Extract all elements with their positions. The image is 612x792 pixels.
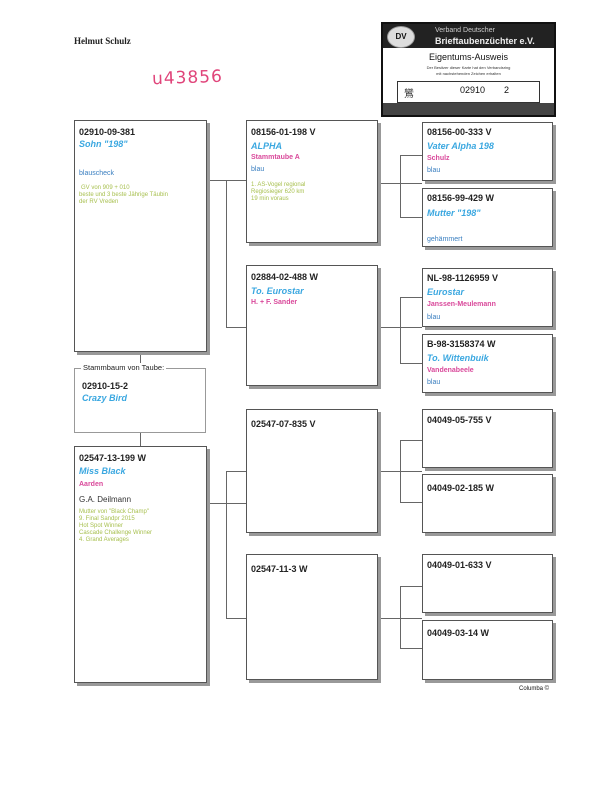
sire-perf-3: der RV Vreden <box>79 199 119 205</box>
handwritten-note: u43856 <box>151 66 224 90</box>
connector <box>400 363 422 364</box>
dd-ring: 02547-11-3 W <box>251 564 308 574</box>
connector <box>226 471 227 618</box>
connector <box>400 440 401 502</box>
footer-credit: Columba © <box>519 686 550 692</box>
connector <box>400 297 422 298</box>
dam-perf-2: 9. Final Sandpr 2015 <box>79 516 135 522</box>
org-line2: Brieftaubenzüchter e.V. <box>435 36 535 46</box>
sd-card <box>246 265 378 386</box>
dam-variety: Aarden <box>79 481 104 488</box>
sdd-ring: B-98-3158374 W <box>427 339 496 349</box>
sss-card <box>422 122 553 181</box>
connector <box>400 502 422 503</box>
org-line1: Verband Deutscher <box>435 27 495 34</box>
sire-perf-2: beste und 3 beste Jährige Täubin <box>79 192 168 198</box>
certificate-text-2: mit nachstehenden Zeichen erhalten <box>436 71 501 76</box>
sss-ring: 08156-00-333 V <box>427 127 492 137</box>
sdd-card <box>422 334 553 393</box>
subject-ring: 02910-15-2 <box>82 381 129 391</box>
sdd-color: blau <box>427 379 441 386</box>
connector <box>400 586 422 587</box>
sds-name: Eurostar <box>427 287 465 297</box>
sdd-name: To. Wittenbuik <box>427 353 489 363</box>
ss-perf-3: 19 min voraus <box>251 196 289 202</box>
subject-frame <box>74 368 206 433</box>
sire-ring: 02910-09-381 <box>79 127 136 137</box>
dds-ring: 04049-01-633 V <box>427 560 492 570</box>
ddd-ring: 04049-03-14 W <box>427 628 490 638</box>
dss-card <box>422 409 553 468</box>
ring-field <box>397 81 540 103</box>
certificate-text-1: Der Besitzer dieser Karte hat den Verbandsring <box>426 65 511 70</box>
ss-name: ALPHA <box>251 141 282 151</box>
sdd-breeder: Vandenabeele <box>427 367 474 374</box>
connector <box>400 217 422 218</box>
ds-ring: 02547-07-835 V <box>251 419 316 429</box>
ssd-ring: 08156-99-429 W <box>427 193 495 203</box>
subject-name: Crazy Bird <box>82 393 128 403</box>
connector <box>226 180 227 327</box>
connector <box>140 433 141 446</box>
sss-color: blau <box>427 167 441 174</box>
ss-ring: 08156-01-198 V <box>251 127 316 137</box>
sd-breeder: H. + F. Sander <box>251 299 298 306</box>
ss-perf-2: Regiosieger 620 km <box>251 189 305 195</box>
dam-perf-5: 4. Grand Averages <box>79 537 129 543</box>
sire-card <box>74 120 207 352</box>
dss-ring: 04049-05-755 V <box>427 415 492 425</box>
sd-name: To. Eurostar <box>251 286 304 296</box>
ssd-card <box>422 188 553 247</box>
sire-color: blauscheck <box>79 170 115 177</box>
dd-card <box>246 554 378 680</box>
dam-perf-3: Hot Spot Winner <box>79 523 124 529</box>
ring-year: 2 <box>504 85 510 95</box>
connector <box>400 586 401 648</box>
ddd-card <box>422 620 553 680</box>
ss-color: blau <box>251 166 265 173</box>
connector <box>400 440 422 441</box>
dam-name: Miss Black <box>79 466 126 476</box>
connector <box>226 471 246 472</box>
dam-perf-1: Mutter von "Black Champ" <box>79 509 149 515</box>
ownership-certificate <box>381 22 556 117</box>
ring-symbol: 鸞 <box>404 89 414 100</box>
ssd-name: Mutter "198" <box>427 208 481 218</box>
owner-name: Helmut Schulz <box>74 36 131 46</box>
dds-card <box>422 554 553 613</box>
association-logo: DV <box>387 26 415 48</box>
sss-breeder: Schulz <box>427 155 450 162</box>
connector <box>226 327 246 328</box>
sds-color: blau <box>427 314 441 321</box>
ss-perf-1: 1. AS-Vogel regional <box>251 182 306 188</box>
connector <box>226 618 246 619</box>
dam-card <box>74 446 207 683</box>
connector <box>400 297 401 363</box>
certificate-footer-bar <box>383 103 554 115</box>
sire-perf-1: GV von 909 + 010 <box>81 185 130 191</box>
dsd-ring: 04049-02-185 W <box>427 483 495 493</box>
ring-number: 02910 <box>460 85 486 95</box>
sds-breeder: Janssen-Meulemann <box>427 301 496 308</box>
ss-breeder: Stammtaube A <box>251 154 300 161</box>
sd-ring: 02884-02-488 W <box>251 272 319 282</box>
ssd-color: gehämmert <box>427 236 463 243</box>
sds-card <box>422 268 553 327</box>
ss-card <box>246 120 378 243</box>
connector <box>400 648 422 649</box>
sss-name: Vater Alpha 198 <box>427 141 494 151</box>
sire-name: Sohn "198" <box>79 139 128 149</box>
ds-card <box>246 409 378 533</box>
pedigree-label: Stammbaum von Taube: <box>83 363 165 372</box>
certificate-header <box>383 24 554 48</box>
dam-breeder: G.A. Deilmann <box>79 495 132 504</box>
connector <box>400 155 401 217</box>
dam-ring: 02547-13-199 W <box>79 453 147 463</box>
sds-ring: NL-98-1126959 V <box>427 273 499 283</box>
dam-perf-4: Cascade Challenge Winner <box>79 530 153 536</box>
connector <box>400 155 422 156</box>
dsd-card <box>422 474 553 533</box>
certificate-title: Eigentums-Ausweis <box>428 52 509 62</box>
